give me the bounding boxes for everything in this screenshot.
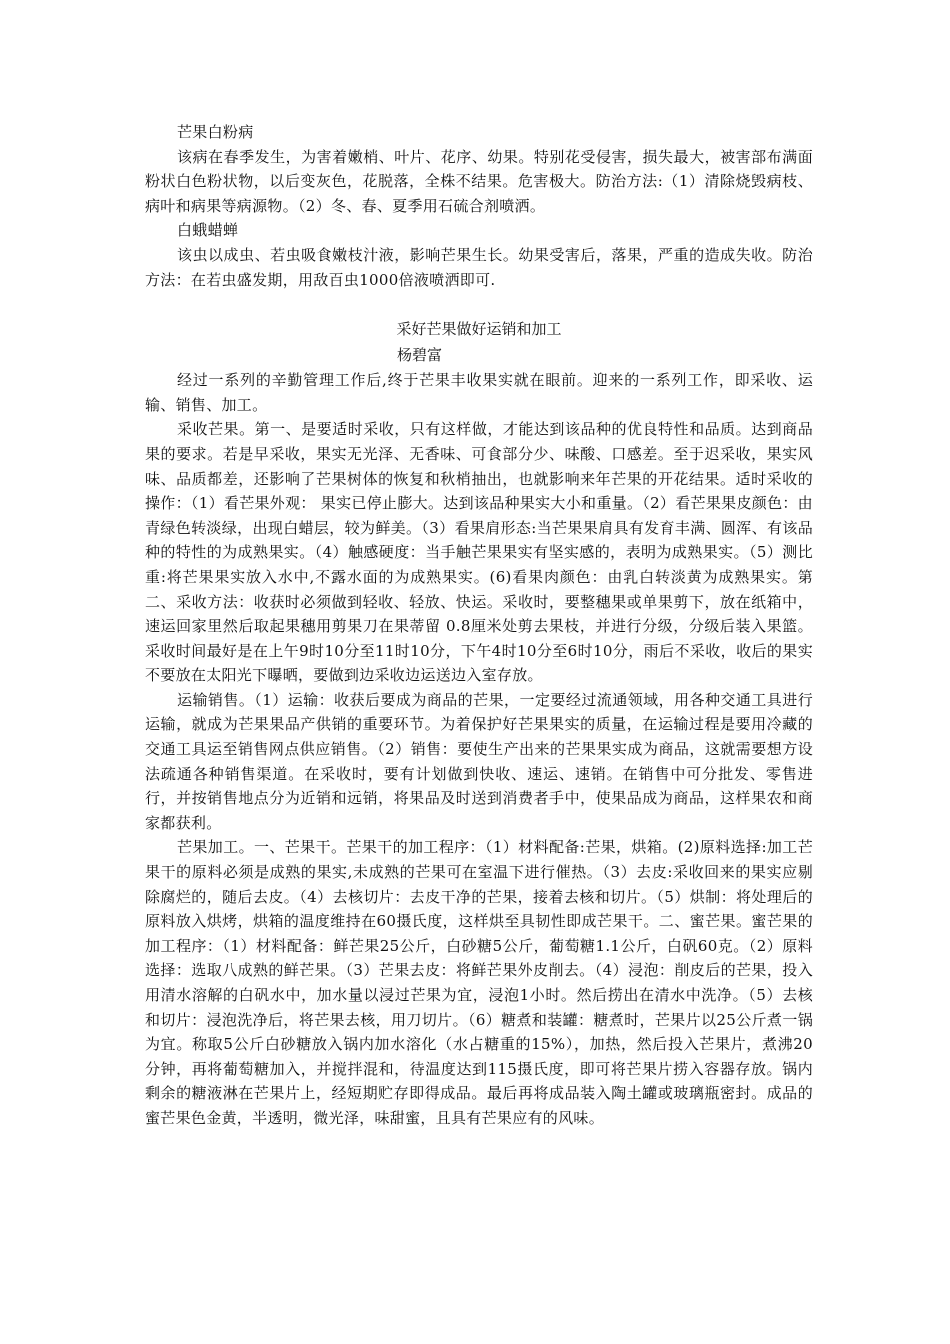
article-paragraph-transport-sales: 运输销售。（1）运输：收获后要成为商品的芒果，一定要经过流通领域，用各种交通工具进行运输，就成为芒果果品产供销的重要环节。为着保护好芒果果实的质量，在运输过程是要用冷藏的交通工具运至销售网点供应销售。（2）销售：要使生产出来的芒果果实成为商品，这就需要想方设法疏通各种销售渠道。在采收时，要有计划做到快收、速运、速销。在销售中可分批发、零售进行，并按销售地点分为近销和远销，将果品及时送到消费者手中，使果品成为商品，这样果农和商家都获利。 (145, 690, 813, 832)
section-text-powdery-mildew: 该病在春季发生，为害着嫩梢、叶片、花序、幼果。特别花受侵害，损失最大，被害部布满面粉状白色粉状物，以后变灰色，花脱落，全株不结果。危害极大。防治方法:（1）清除烧毁病枝、病叶和病果等病源物。（2）冬、春、夏季用石硫合剂喷洒。 (145, 147, 813, 215)
article-paragraph-harvest: 采收芒果。第一、是要适时采收，只有这样做，才能达到该品种的优良特性和品质。达到商品果的要求。若是早采收，果实无光泽、无香味、可食部分少、味酸、口感差。至于迟采收，果实风味、品质都差，还影响了芒果树体的恢复和秋梢抽出，也就影响来年芒果的开花结果。适时采收的操作：（1）看芒果外观： 果实已停止膨大。达到该品种果实大小和重量。（2）看芒果果皮颜色：由青绿色转淡绿，出现白蜡层，较为鲜美。（3）看果肩形态:当芒果果肩具有发育丰满、圆浑、有该品种的特性的为成熟果实。（4）触感硬度：当手触芒果果实有坚实感的，表明为成熟果实。（5）测比重:将芒果果实放入水中,不露水面的为成熟果实。(6)看果肉颜色：由乳白转淡黄为成熟果实。第二、采收方法：收获时必须做到轻收、轻放、快运。采收时，要整穗果或单果剪下，放在纸箱中，速运回家里然后取起果穗用剪果刀在果蒂留 0.8厘米处剪去果枝，并进行分级，分级后装入果篮。采收时间最好是在上午9时10分至11时10分，下午4时10分至6时10分，雨后不采收，收后的果实不要放在太阳光下曝晒，要做到边采收边运送边入室存放。 (145, 420, 813, 685)
article-title: 采好芒果做好运销和加工 (396, 320, 562, 339)
section-heading-powdery-mildew: 芒果白粉病 (177, 123, 254, 141)
section-text-planthopper: 该虫以成虫、若虫吸食嫩枝汁液，影响芒果生长。幼果受害后，落果，严重的造成失收。防治方法：在若虫盛发期，用敌百虫1000倍液喷洒即可. (145, 245, 813, 289)
section-heading-planthopper: 白蛾蜡蝉 (177, 221, 239, 240)
article-paragraph-intro: 经过一系列的辛勤管理工作后,终于芒果丰收果实就在眼前。迎来的一系列工作，即采收、运输、销售、加工。 (145, 371, 813, 414)
section-spacer (145, 292, 813, 316)
article-author: 杨碧富 (397, 346, 443, 365)
document-body (145, 120, 813, 1131)
article-paragraph-processing: 芒果加工。一、芒果干。芒果干的加工程序：（1）材料配备:芒果，烘箱。(2)原料选择:加工芒果干的原料必须是成熟的果实,未成熟的芒果可在室温下进行催热。（3）去皮:采收回来的果实应剔除腐烂的，随后去皮。（4）去核切片：去皮干净的芒果，接着去核和切片。（5）烘制：将处理后的原料放入烘烤，烘箱的温度维持在60摄氏度，这样烘至具韧性即成芒果干。二、蜜芒果。蜜芒果的加工程序：（1）材料配备：鲜芒果25公斤，白砂糖5公斤，葡萄糖1.1公斤，白矾60克。（2）原料选择：选取八成熟的鲜芒果。（3）芒果去皮：将鲜芒果外皮削去。（4）浸泡：削皮后的芒果，投入用清水溶解的白矾水中，加水量以浸过芒果为宜，浸泡1小时。然后捞出在清水中洗净。（5）去核和切片：浸泡洗净后，将芒果去核，用刀切片。（6）糖煮和装罐：糖煮时，芒果片以25公斤煮一锅为宜。称取5公斤白砂糖放入锅内加水溶化（水占糖重的15%），加热，然后投入芒果片，煮沸20分钟，再将葡萄糖加入，并搅拌混和，待温度达到115摄氏度，即可将芒果片捞入容器存放。锅内剩余的糖液淋在芒果片上，经短期贮存即得成品。最后再将成品装入陶土罐或玻璃瓶密封。成品的蜜芒果色金黄，半透明，微光泽，味甜蜜，且具有芒果应有的风味。 (145, 838, 813, 1127)
